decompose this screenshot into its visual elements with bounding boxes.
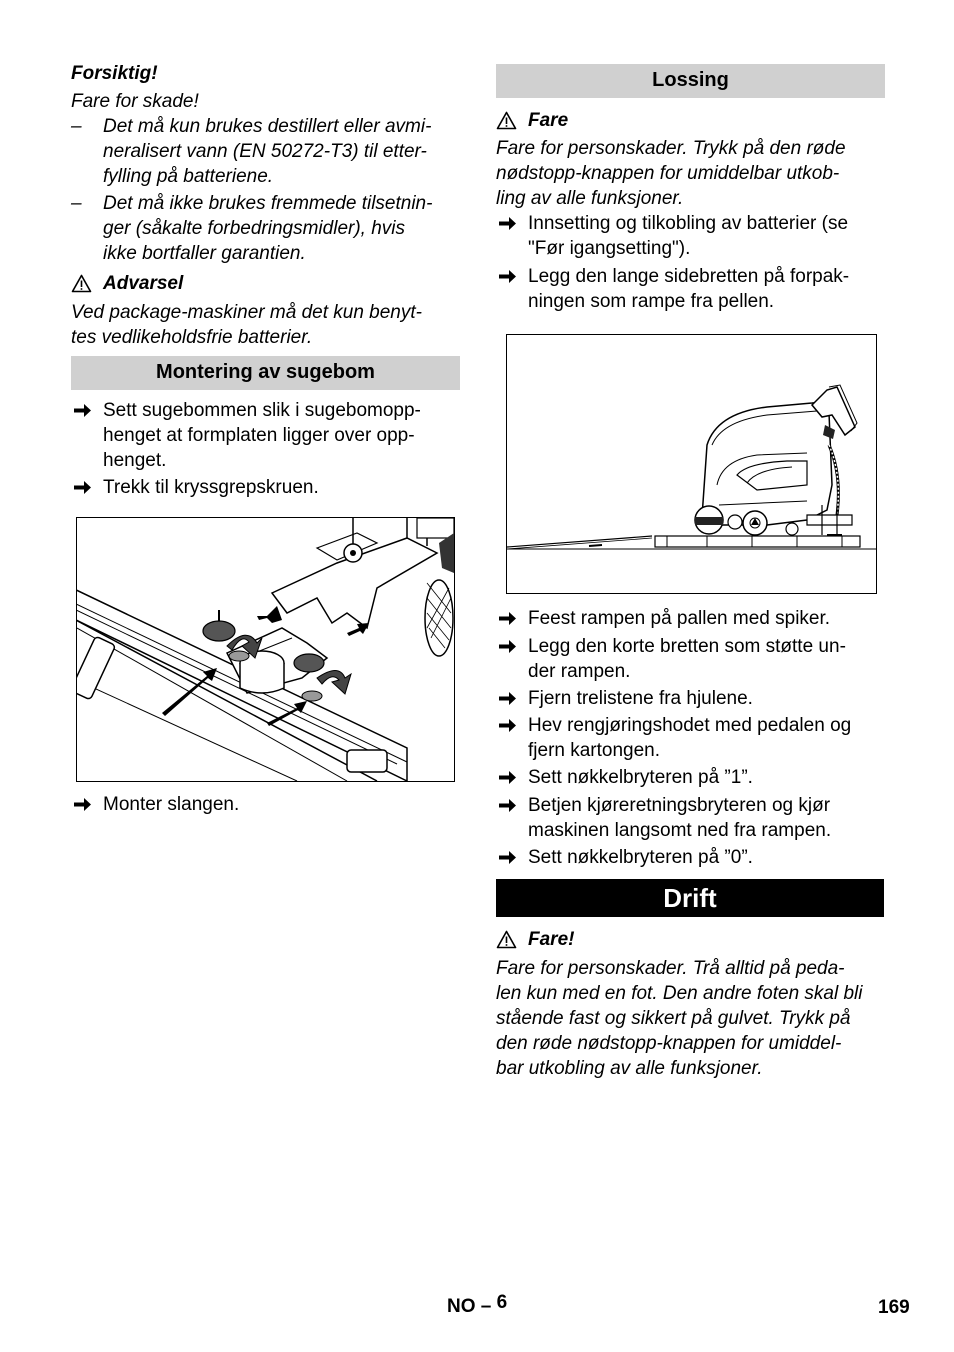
danger-text-line: bar utkobling av alle funksjoner. xyxy=(496,1058,763,1079)
caution-title: Forsiktig! xyxy=(71,63,158,84)
dash-mark: – xyxy=(71,116,82,137)
arrow-right-icon xyxy=(73,792,93,817)
arrow-right-icon xyxy=(498,793,518,818)
step-text-line: Betjen kjøreretningsbryteren og kjør xyxy=(528,795,831,816)
step-text-line: Feest rampen på pallen med spiker. xyxy=(528,608,831,629)
step-text-line: maskinen langsomt ned fra rampen. xyxy=(528,820,832,841)
step-text-line: henget at formplaten ligger over opp- xyxy=(103,425,415,446)
danger-title: Fare! xyxy=(528,929,575,950)
step-text-line: ningen som rampe fra pellen. xyxy=(528,291,775,312)
footer-section-page: 6 xyxy=(496,1292,508,1313)
warning-text-line: Ved package-maskiner må det kun benyt- xyxy=(71,302,422,323)
dash-mark: – xyxy=(71,193,82,214)
arrow-right-icon xyxy=(498,634,518,659)
arrow-right-icon xyxy=(498,713,518,738)
caution-item-line: neralisert vann (EN 50272-T3) til etter- xyxy=(103,141,427,162)
danger-text-line: len kun med en fot. Den andre foten skal bli xyxy=(496,983,863,1004)
caution-item-line: fylling på batteriene. xyxy=(103,166,274,187)
arrow-right-icon xyxy=(498,211,518,236)
warning-text-line: tes vedlikeholdsfrie batterier. xyxy=(71,327,313,348)
step-text-line: Trekk til kryssgrepskruen. xyxy=(103,477,319,498)
step-text-line: fjern kartongen. xyxy=(528,740,661,761)
caution-subtitle: Fare for skade! xyxy=(71,91,199,112)
step-text-line: Sett sugebommen slik i sugebomopp- xyxy=(103,400,421,421)
footer-section-label xyxy=(447,1292,508,1318)
step-text-line: Sett nøkkelbryteren på ”0”. xyxy=(528,847,753,868)
arrow-right-icon xyxy=(498,606,518,631)
chapter-heading: Drift xyxy=(496,879,884,917)
danger-text-line: den røde nødstopp-knappen for umiddel- xyxy=(496,1033,842,1054)
step-text-line: "Før igangsetting"). xyxy=(528,238,691,259)
step-text-line: Legg den korte bretten som støtte un- xyxy=(528,636,846,657)
footer-lang: NO xyxy=(447,1296,476,1317)
danger-text-line: ling av alle funksjoner. xyxy=(496,188,684,209)
footer-separator: – xyxy=(475,1296,497,1317)
step-text-line: Innsetting og tilkobling av batterier (se xyxy=(528,213,849,234)
warning-triangle-icon xyxy=(496,930,517,949)
warning-triangle-icon xyxy=(71,274,92,293)
arrow-right-icon xyxy=(498,686,518,711)
arrow-right-icon xyxy=(498,765,518,790)
step-text-line: Sett nøkkelbryteren på ”1”. xyxy=(528,767,753,788)
step-text-line: der rampen. xyxy=(528,661,631,682)
step-text-line: henget. xyxy=(103,450,167,471)
danger-text-line: Fare for personskader. Trå alltid på peda- xyxy=(496,958,845,979)
danger-text-line: Fare for personskader. Trykk på den røde xyxy=(496,138,846,159)
arrow-right-icon xyxy=(498,845,518,870)
step-text-line: Fjern trelistene fra hjulene. xyxy=(528,688,753,709)
caution-item-line: Det må kun brukes destillert eller avmi- xyxy=(103,116,432,137)
danger-text-line: nødstopp-knappen for umiddelbar utkob- xyxy=(496,163,840,184)
arrow-right-icon xyxy=(73,398,93,423)
caution-item-line: ger (såkalte forbedringsmidler), hvis xyxy=(103,218,406,239)
caution-item-line: ikke bortfaller garantien. xyxy=(103,243,306,264)
section-heading: Montering av sugebom xyxy=(71,356,460,390)
arrow-right-icon xyxy=(498,264,518,289)
danger-text-line: stående fast og sikkert på gulvet. Trykk på xyxy=(496,1008,851,1029)
step-text-line: Monter slangen. xyxy=(103,794,240,815)
warning-title: Advarsel xyxy=(103,273,184,294)
warning-triangle-icon xyxy=(496,111,517,130)
step-text-line: Hev rengjøringshodet med pedalen og xyxy=(528,715,852,736)
arrow-right-icon xyxy=(73,475,93,500)
machine-ramp-illustration xyxy=(506,334,877,594)
suction-bar-illustration xyxy=(76,517,455,782)
step-text-line: Legg den lange sidebretten på forpak- xyxy=(528,266,850,287)
danger-title: Fare xyxy=(528,110,569,131)
caution-item-line: Det må ikke brukes fremmede tilsetnin- xyxy=(103,193,433,214)
page-number: 169 xyxy=(878,1297,910,1318)
section-heading: Lossing xyxy=(496,64,885,98)
